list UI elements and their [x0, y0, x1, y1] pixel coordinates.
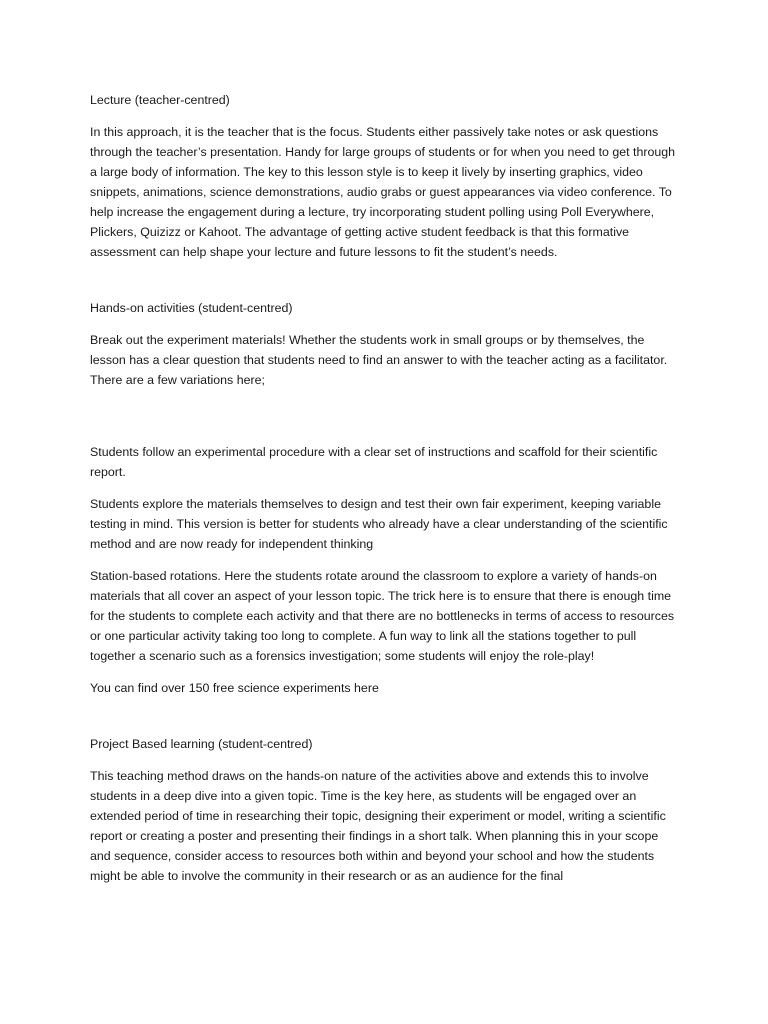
paragraph-project-based: This teaching method draws on the hands-on nature of the activities above and extends this to involve students in a deep dive into a given topic. Time is the key here, as students will be engaged over an extended period of time in researching their topic, designing their experiment or model, writing a scientific report or creating a poster and presenting their findings in a short talk. When planning this in your scope and sequence, consider access to resources both within and beyond your school and how the students might be able to involve the community in their research or as an audience for the final: [90, 769, 666, 883]
paragraph-variation-stations: Station-based rotations. Here the students rotate around the classroom to explore a variety of hands-on materials that all cover an aspect of your lesson topic. The trick here is to ensure that there is enough time for the students to complete each activity and that there are no bottlenecks in terms of access to resources or one particular activity taking too long to complete. A fun way to link all the stations together to pull together a scenario such as a forensics investigation; some students will enjoy the role-play!: [90, 569, 675, 663]
section-heading-lecture: Lecture (teacher-centred): [90, 93, 230, 107]
document-page: [90, 90, 680, 898]
paragraph-lecture: In this approach, it is the teacher that is the focus. Students either passively take notes or ask questions through the teacher’s presentation. Handy for large groups of students or for when you need to get through a large body of information. The key to this lesson style is to keep it lively by inserting graphics, video snippets, animations, science demonstrations, audio grabs or guest appearances via video conference. To help increase the engagement during a lecture, try incorporating student polling using Poll Everywhere, Plickers, Quizizz or Kahoot. The advantage of getting active student feedback is that this formative assessment can help shape your lecture and future lessons to fit the student’s needs.: [90, 125, 676, 259]
section-heading-project-based: Project Based learning (student-centred): [90, 737, 313, 751]
paragraph-variation-explore: Students explore the materials themselves to design and test their own fair experiment, keeping variable testing in mind. This version is better for students who already have a clear understanding of the scientific method and are now ready for independent thinking: [90, 497, 668, 551]
paragraph-variation-procedure: Students follow an experimental procedure with a clear set of instructions and scaffold for their scientific report.: [90, 445, 658, 479]
paragraph-hands-on-intro: Break out the experiment materials! Whether the students work in small groups or by themselves, the lesson has a clear question that students need to find an answer to with the teacher acting as a facilitator. There are a few variations here;: [90, 333, 668, 387]
paragraph-experiments-link: You can find over 150 free science experiments here: [90, 681, 379, 695]
section-heading-hands-on: Hands-on activities (student-centred): [90, 301, 293, 315]
